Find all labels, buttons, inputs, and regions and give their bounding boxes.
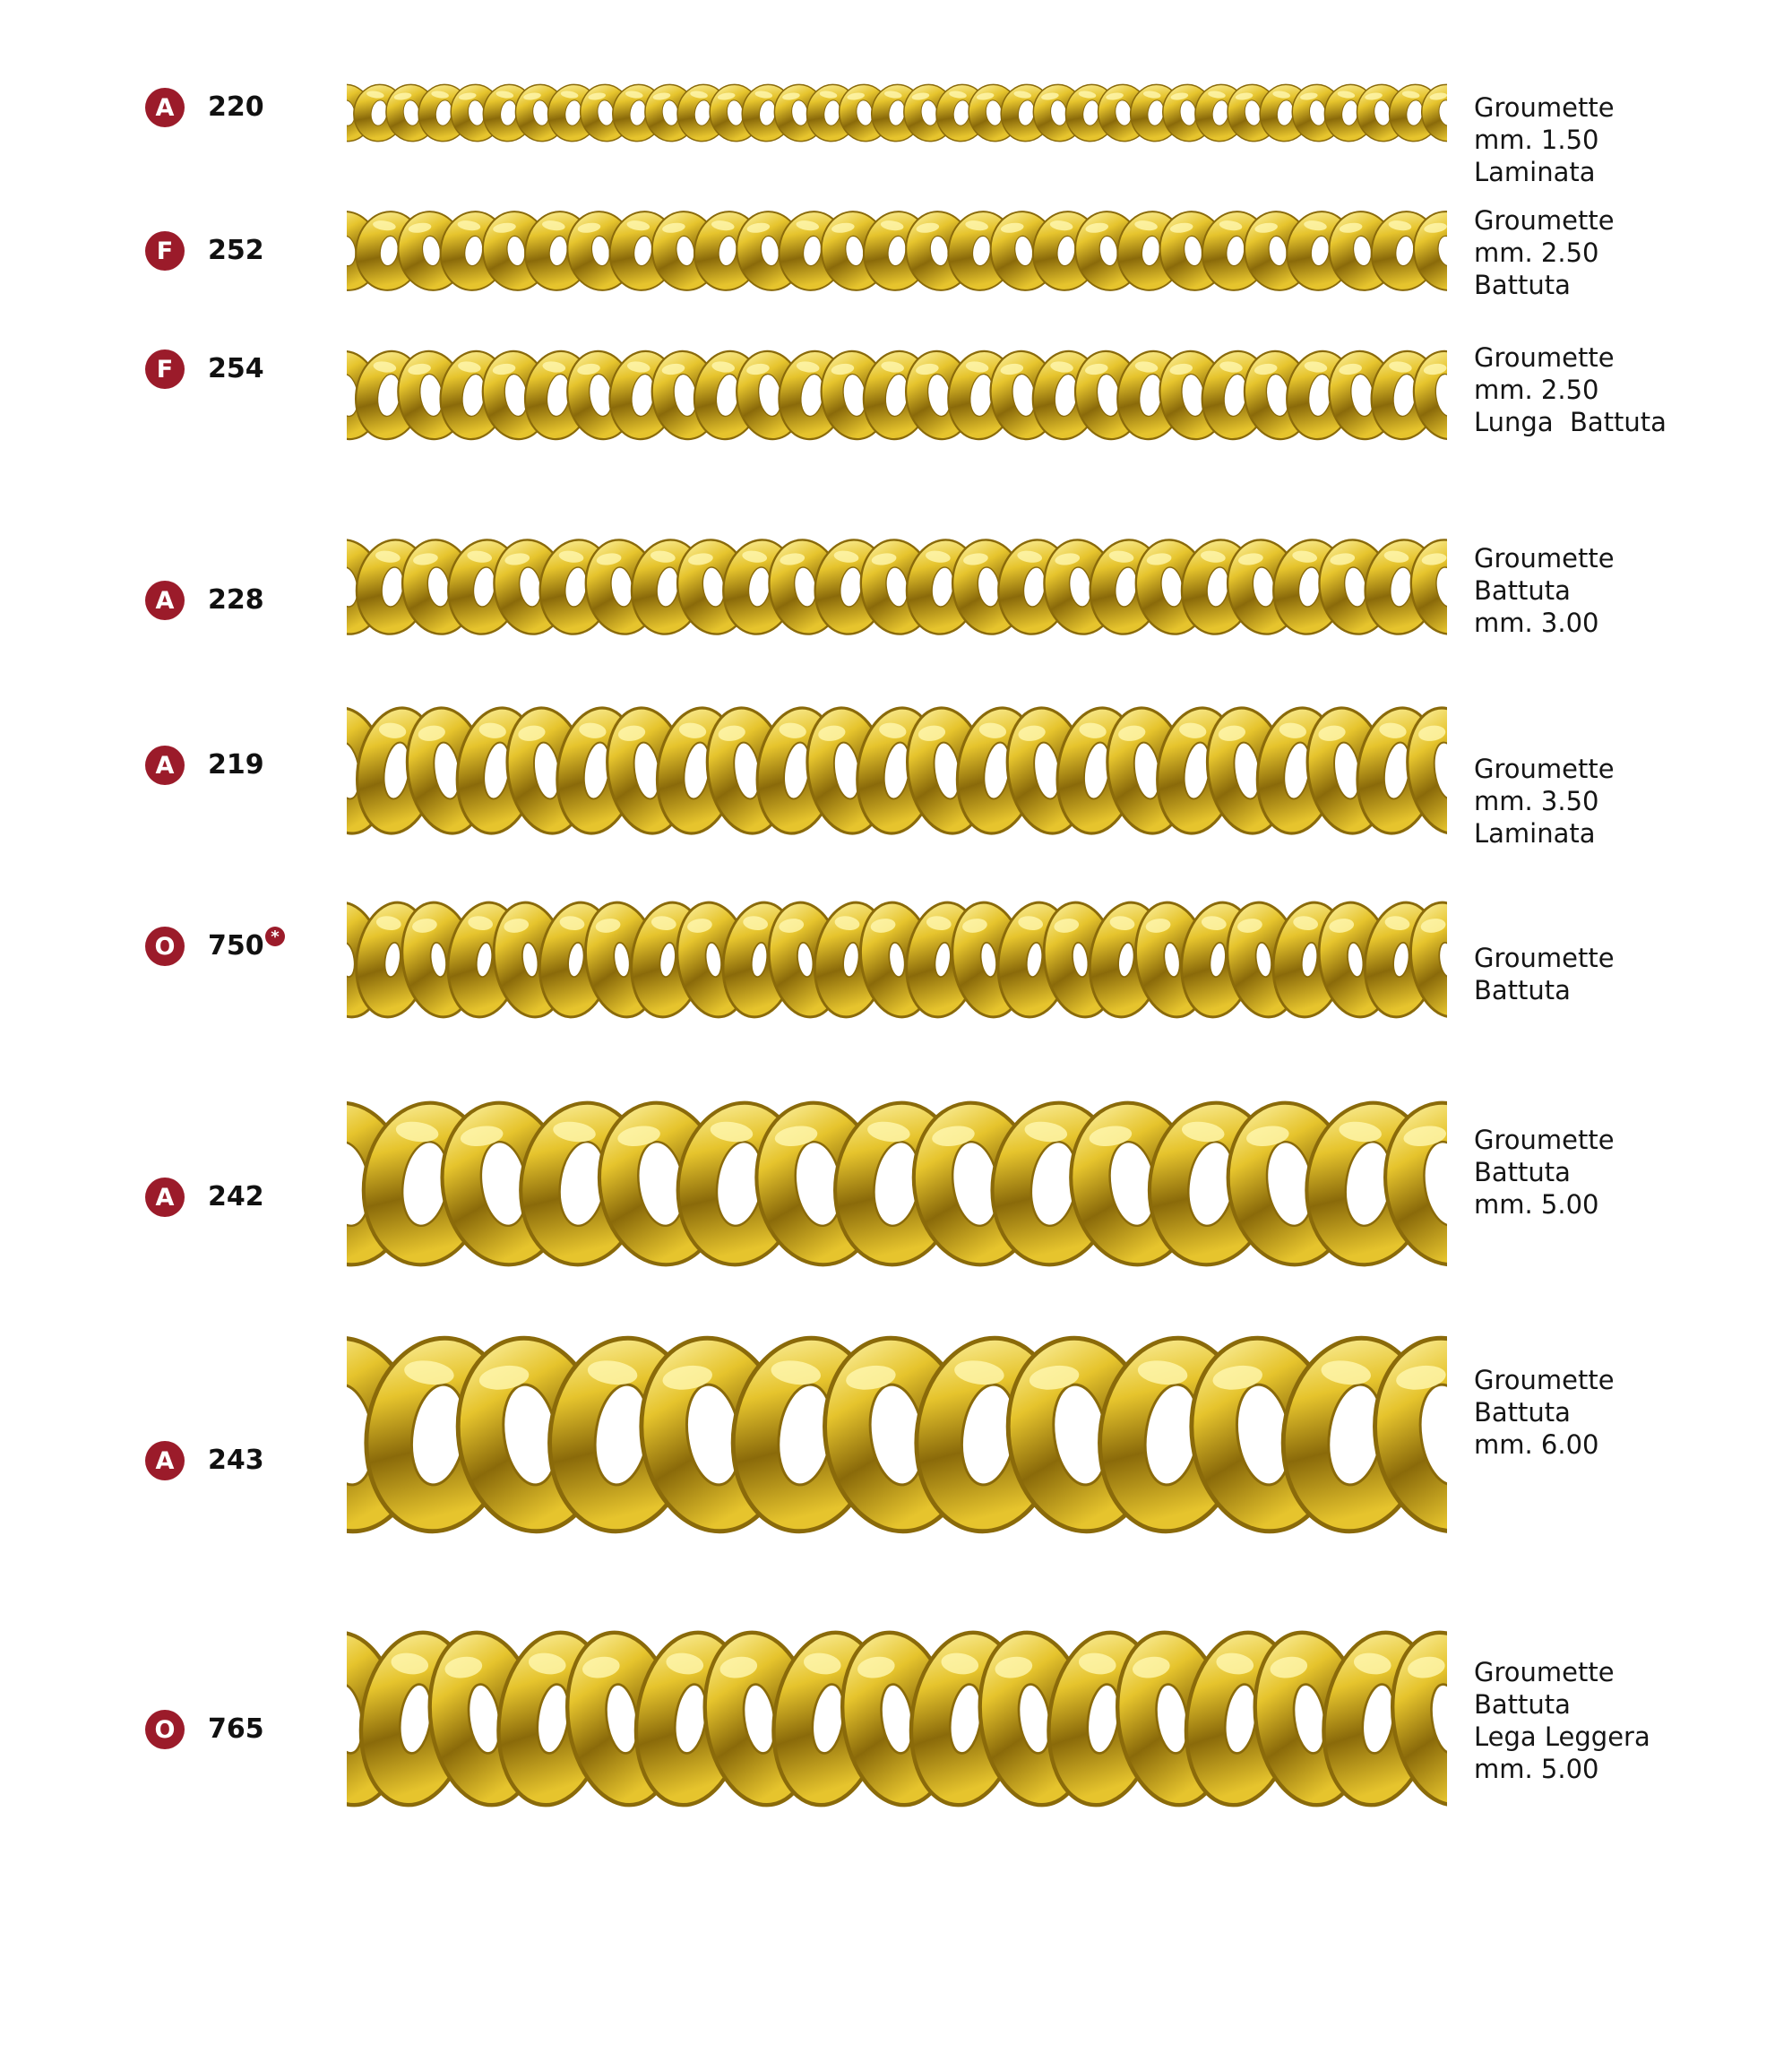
- desc-line: Lunga Battuta: [1474, 407, 1667, 437]
- chain-graphic: [347, 1620, 1447, 1817]
- desc-line: Battuta: [1474, 575, 1571, 606]
- item-code: 228: [208, 584, 264, 616]
- chain-image: [347, 345, 1447, 445]
- desc-line: Battuta: [1474, 1397, 1571, 1428]
- material-badge: O: [145, 1710, 185, 1749]
- item-code: 219: [208, 749, 264, 781]
- desc-line: mm. 2.50: [1474, 237, 1599, 268]
- material-badge: O: [145, 927, 185, 966]
- chain-image: [347, 81, 1447, 145]
- desc-line: Laminata: [1474, 818, 1596, 849]
- desc-line: Battuta: [1474, 270, 1571, 300]
- item-description: [1474, 91, 1779, 188]
- item-code: 243: [208, 1445, 264, 1476]
- desc-line: Groumette: [1474, 1125, 1615, 1155]
- chain-graphic: [347, 1324, 1447, 1545]
- material-badge: F: [145, 349, 185, 389]
- desc-line: Groumette: [1474, 943, 1615, 973]
- chain-graphic: [347, 894, 1447, 1025]
- desc-line: Groumette: [1474, 1365, 1615, 1395]
- chain-image: [347, 894, 1447, 1025]
- chain-image: [347, 699, 1447, 842]
- chain-graphic: [347, 345, 1447, 445]
- item-code: 220: [208, 91, 264, 123]
- item-description: [1474, 1364, 1779, 1461]
- desc-line: Groumette: [1474, 342, 1615, 373]
- desc-line: Groumette: [1474, 543, 1615, 574]
- item-description: [1474, 1124, 1779, 1221]
- chain-image: [347, 1091, 1447, 1276]
- chain-image: [347, 533, 1447, 641]
- material-badge: A: [145, 1178, 185, 1217]
- chain-graphic: [347, 81, 1447, 145]
- item-description: [1474, 942, 1779, 1006]
- chain-image: [347, 1620, 1447, 1817]
- chain-graphic: [347, 206, 1447, 296]
- material-badge: F: [145, 231, 185, 271]
- material-badge: A: [145, 88, 185, 127]
- asterisk-icon: *: [265, 927, 285, 946]
- material-badge: A: [145, 1441, 185, 1480]
- desc-line: mm. 3.00: [1474, 608, 1599, 638]
- desc-line: Groumette: [1474, 1657, 1615, 1687]
- desc-line: Battuta: [1474, 1689, 1571, 1720]
- chain-image: [347, 206, 1447, 296]
- item-description: [1474, 542, 1779, 639]
- desc-line: mm. 3.50: [1474, 786, 1599, 816]
- chain-graphic: [347, 533, 1447, 641]
- desc-line: Lega Leggera: [1474, 1721, 1650, 1752]
- item-code: 254: [208, 353, 264, 384]
- item-description: [1474, 753, 1779, 850]
- chain-graphic: [347, 1091, 1447, 1276]
- desc-line: mm. 6.00: [1474, 1429, 1599, 1460]
- desc-line: Groumette: [1474, 205, 1615, 236]
- desc-line: Battuta: [1474, 975, 1571, 1005]
- item-code: 252: [208, 235, 264, 266]
- item-description: [1474, 1656, 1779, 1785]
- item-description: [1474, 204, 1779, 301]
- desc-line: Battuta: [1474, 1157, 1571, 1187]
- desc-line: Laminata: [1474, 157, 1596, 187]
- desc-line: Groumette: [1474, 92, 1615, 123]
- desc-line: mm. 5.00: [1474, 1754, 1599, 1784]
- material-badge: A: [145, 746, 185, 785]
- item-code: 750: [208, 930, 264, 962]
- chain-image: [347, 1324, 1447, 1545]
- desc-line: mm. 1.50: [1474, 125, 1599, 155]
- item-code: 765: [208, 1713, 264, 1745]
- chain-graphic: [347, 699, 1447, 842]
- desc-line: mm. 5.00: [1474, 1189, 1599, 1220]
- item-description: [1474, 341, 1779, 438]
- item-code: 242: [208, 1181, 264, 1212]
- desc-line: Groumette: [1474, 754, 1615, 784]
- material-badge: A: [145, 581, 185, 620]
- desc-line: mm. 2.50: [1474, 375, 1599, 405]
